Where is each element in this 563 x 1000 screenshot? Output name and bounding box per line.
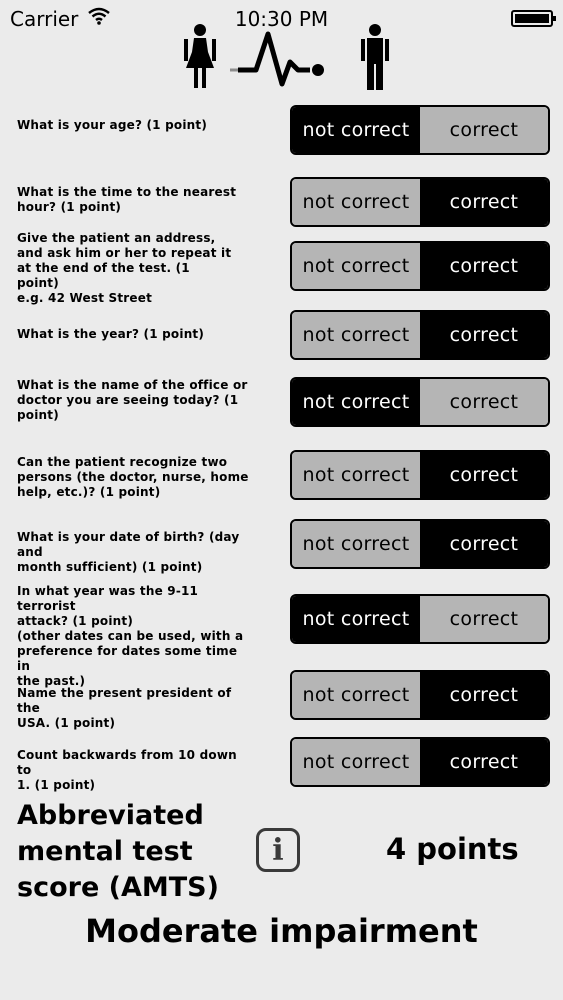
clock: 10:30 PM xyxy=(234,7,329,31)
answer-segmented-control[interactable] xyxy=(290,377,550,427)
answer-segmented-control[interactable] xyxy=(290,594,550,644)
correct-segment[interactable]: correct xyxy=(420,672,548,718)
not-correct-segment[interactable]: not correct xyxy=(292,596,420,642)
question-text: What is your date of birth? (day and month sufficient) (1 point) xyxy=(17,530,240,574)
heartbeat-icon xyxy=(230,34,324,84)
not-correct-segment[interactable]: not correct xyxy=(292,312,420,358)
answer-segmented-control[interactable] xyxy=(290,450,550,500)
answer-segmented-control[interactable] xyxy=(290,105,550,155)
not-correct-segment[interactable]: not correct xyxy=(292,672,420,718)
correct-segment[interactable]: correct xyxy=(420,739,548,785)
correct-segment[interactable]: correct xyxy=(420,452,548,498)
answer-segmented-control[interactable] xyxy=(290,241,550,291)
question-text: Count backwards from 10 down to 1. (1 point) xyxy=(17,748,237,792)
correct-segment[interactable]: correct xyxy=(420,243,548,289)
answer-segmented-control[interactable] xyxy=(290,177,550,227)
not-correct-segment[interactable]: not correct xyxy=(292,379,420,425)
question-text: Can the patient recognize two persons (the doctor, nurse, home help, etc.)? (1 point) xyxy=(17,455,249,499)
carrier-label: Carrier xyxy=(10,7,79,31)
not-correct-segment[interactable]: not correct xyxy=(292,452,420,498)
score-title: Abbreviated mental test score (AMTS) xyxy=(17,800,219,903)
score-points: 4 points xyxy=(386,832,519,866)
question-text: In what year was the 9-11 terrorist attack? (1 point) (other dates can be used, with a preference for dates some time in the past.) xyxy=(17,584,244,688)
not-correct-segment[interactable]: not correct xyxy=(292,107,420,153)
correct-segment[interactable]: correct xyxy=(420,596,548,642)
score-interpretation: Moderate impairment xyxy=(85,912,478,950)
battery-icon xyxy=(511,10,553,27)
correct-segment[interactable]: correct xyxy=(420,107,548,153)
female-figure-icon xyxy=(184,24,216,88)
male-figure-icon xyxy=(361,24,389,90)
answer-segmented-control[interactable] xyxy=(290,519,550,569)
answer-segmented-control[interactable] xyxy=(290,670,550,720)
question-text: What is the year? (1 point) xyxy=(17,327,205,341)
info-icon[interactable] xyxy=(256,828,300,872)
answer-segmented-control[interactable] xyxy=(290,737,550,787)
correct-segment[interactable]: correct xyxy=(420,521,548,567)
not-correct-segment[interactable]: not correct xyxy=(292,739,420,785)
info-glyph: i xyxy=(272,832,284,868)
question-text: What is the time to the nearest hour? (1 point) xyxy=(17,185,237,214)
correct-segment[interactable]: correct xyxy=(420,312,548,358)
not-correct-segment[interactable]: not correct xyxy=(292,521,420,567)
correct-segment[interactable]: correct xyxy=(420,179,548,225)
not-correct-segment[interactable]: not correct xyxy=(292,243,420,289)
answer-segmented-control[interactable] xyxy=(290,310,550,360)
not-correct-segment[interactable]: not correct xyxy=(292,179,420,225)
question-text: What is your age? (1 point) xyxy=(17,118,208,132)
question-text: What is the name of the office or doctor you are seeing today? (1 point) xyxy=(17,378,248,422)
correct-segment[interactable]: correct xyxy=(420,379,548,425)
question-text: Name the present president of the USA. (1 point) xyxy=(17,686,232,730)
question-text: Give the patient an address, and ask him or her to repeat it at the end of the test. (1 point) e.g. 42 West Street xyxy=(17,231,232,305)
app-logo xyxy=(170,22,400,94)
